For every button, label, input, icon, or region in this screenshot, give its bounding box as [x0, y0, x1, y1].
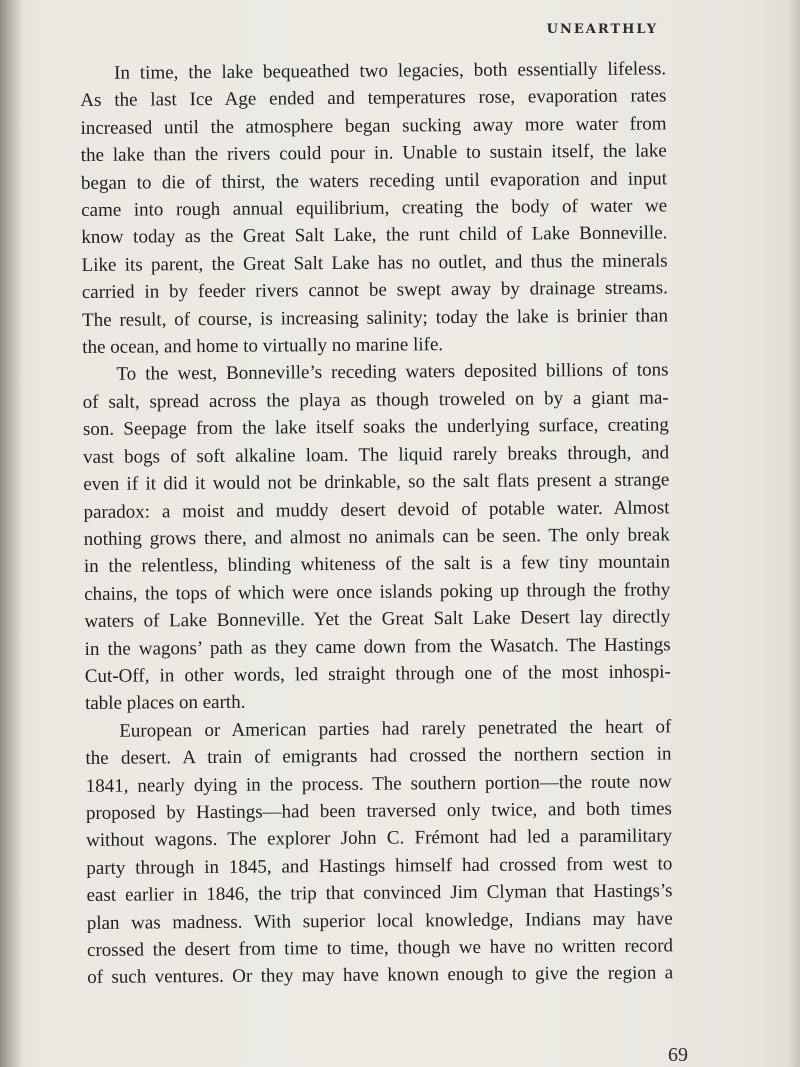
body-text [80, 55, 673, 991]
text-line: To the west, Bonneville’s receding waters deposited billions of tons [116, 359, 669, 386]
page-number: 69 [668, 1044, 688, 1066]
text-line: the desert. A train of emigrants had crossed the northern section in [85, 743, 672, 770]
text-line: the ocean, and home to virtually no marine life. [82, 334, 444, 359]
text-line: know today as the Great Salt Lake, the runt child of Lake Bonneville. [81, 222, 668, 249]
text-line: party through in 1845, and Hastings himself had crossed from west to [86, 853, 673, 879]
text-line: in the wagons’ path as they came down from the Wasatch. The Hastings [84, 633, 671, 660]
text-line: vast bogs of soft alkaline loam. The liquid rarely breaks through, and [83, 442, 670, 468]
text-line: crossed the desert from time to time, though we have no written record [86, 935, 674, 961]
text-line: Like its parent, the Great Salt Lake has no outlet, and thus the minerals [81, 250, 668, 276]
paragraph-3 [85, 713, 673, 992]
text-line: came into rough annual equilibrium, creating the body of water we [81, 195, 668, 222]
text-line: without wagons. The explorer John C. Frémont had led a paramilitary [86, 825, 673, 852]
text-line: nothing grows there, and almost no animals can be seen. The only break [83, 524, 670, 550]
text-line: even if it did it would not be drinkable, so the salt flats present a strange [83, 469, 670, 496]
text-line: European or American parties had rarely penetrated the heart of [119, 716, 672, 742]
text-line: plan was madness. With superior local knowledge, Indians may have [86, 907, 673, 934]
text-line: of salt, spread across the playa as though troweled on by a giant ma- [82, 387, 669, 413]
text-line: The result, of course, is increasing salinity; today the lake is brinier than [81, 305, 669, 331]
paragraph-2 [82, 357, 671, 718]
text-line: the lake than the rivers could pour in. Unable to sustain itself, the lake [80, 140, 667, 167]
text-line: As the last Ice Age ended and temperatures rose, evaporation rates [80, 85, 667, 112]
text-line: Cut-Off, in other words, led straight through one of the most inhospi- [84, 661, 671, 687]
running-head: UNEARTHLY [546, 22, 658, 37]
text-line: 1841, nearly dying in the process. The southern portion—the route now [85, 770, 672, 797]
text-line: son. Seepage from the lake itself soaks the underlying surface, creating [82, 414, 669, 441]
text-line: carried in by feeder rivers cannot be swept away by drainage streams. [81, 277, 668, 304]
text-line: began to die of thirst, the waters receding until evaporation and input [80, 168, 668, 194]
text-line: In time, the lake bequeathed two legacies, both essentially lifeless. [114, 58, 667, 84]
page-edge [788, 0, 800, 1067]
text-line: waters of Lake Bonneville. Yet the Great Salt Lake Desert lay directly [84, 606, 671, 633]
text-line: proposed by Hastings—had been traversed only twice, and both times [85, 798, 672, 824]
text-line: increased until the atmosphere began sucking away more water from [80, 113, 667, 139]
text-line: table places on earth. [84, 692, 246, 715]
book-gutter [0, 0, 22, 1067]
text-line: of such ventures. Or they may have known enough to give the region a [87, 962, 674, 989]
text-line: paradox: a moist and muddy desert devoid of potable water. Almost [83, 496, 670, 523]
text-line: in the relentless, blinding whiteness of the salt is a few tiny mountain [83, 551, 671, 578]
text-line: east earlier in 1846, the trip that convinced Jim Clyman that Hastings’s [86, 880, 673, 907]
text-line: chains, the tops of which were once islands poking up through the frothy [84, 579, 671, 605]
paragraph-1 [80, 55, 668, 361]
